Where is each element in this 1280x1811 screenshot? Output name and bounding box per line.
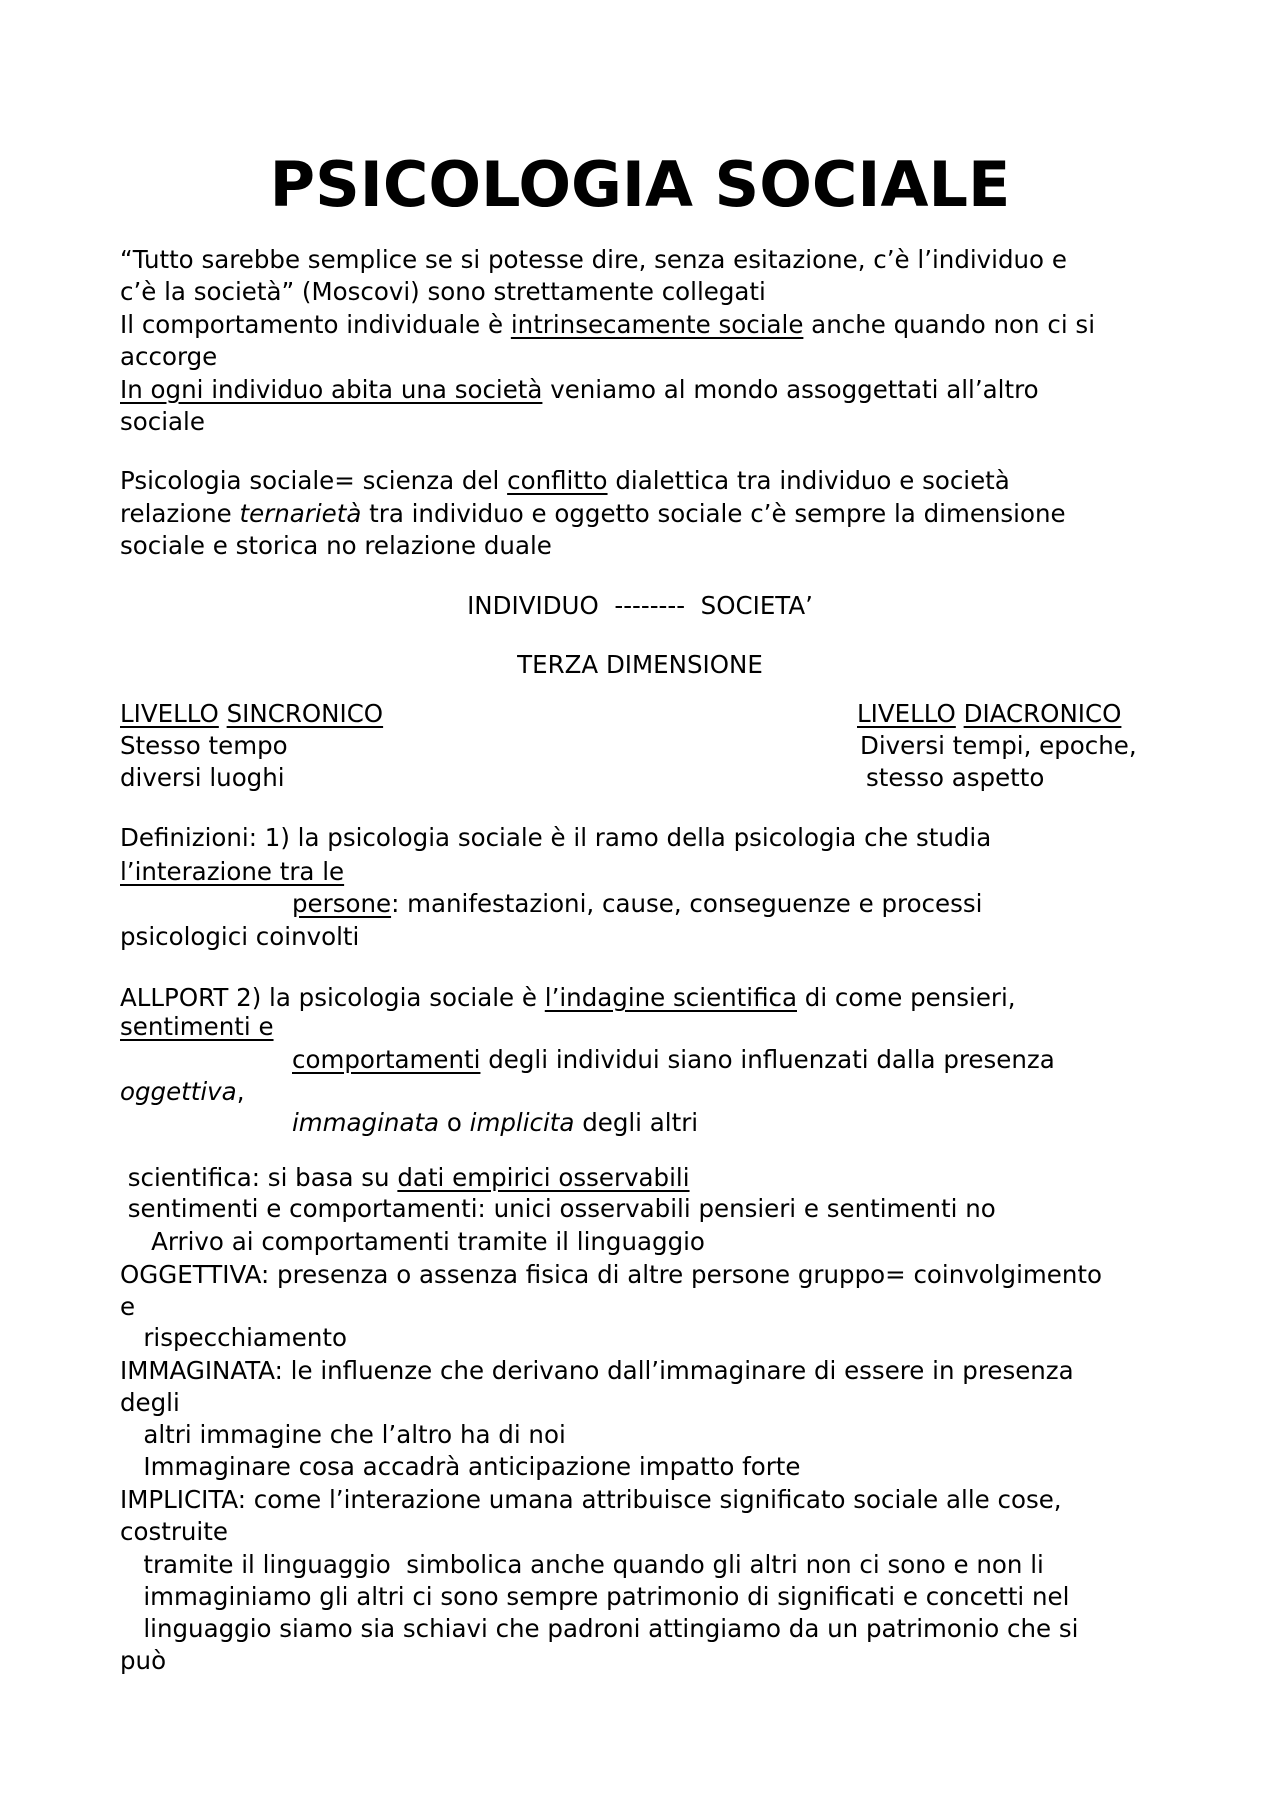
text: diversi luoghi xyxy=(120,763,285,792)
text: degli altri xyxy=(574,1108,699,1137)
text: linguaggio siamo sia schiavi che padroni attingiamo da un patrimonio che si xyxy=(120,1614,1079,1643)
right-level-heading xyxy=(857,698,1121,730)
text: , xyxy=(236,1077,245,1106)
underlined-text: dati empirici osservabili xyxy=(397,1163,690,1192)
underlined-text: LIVELLO xyxy=(857,699,956,728)
text-line xyxy=(292,888,982,920)
text-line xyxy=(292,1044,1055,1076)
text: relazione xyxy=(120,499,240,528)
text-line xyxy=(120,1549,1044,1581)
underlined-text: intrinsecamente sociale xyxy=(510,310,804,339)
text-line xyxy=(120,1291,135,1323)
text: costruite xyxy=(120,1517,228,1546)
text-line xyxy=(120,1451,801,1483)
text: veniamo al mondo assoggettati all’altro xyxy=(542,375,1039,404)
text-line xyxy=(120,465,1010,497)
text: Immaginare cosa accadrà anticipazione impatto forte xyxy=(120,1452,801,1481)
text-line xyxy=(120,1193,996,1225)
text-line xyxy=(866,762,1044,794)
text-line xyxy=(120,1355,1074,1387)
page-title: PSICOLOGIA SOCIALE xyxy=(269,148,1011,221)
text: OGGETTIVA: presenza o assenza fisica di altre persone gruppo= coinvolgimento xyxy=(120,1260,1102,1289)
text-line xyxy=(120,309,1095,341)
text-line xyxy=(120,1419,566,1451)
text: IMMAGINATA: le influenze che derivano dall’immaginare di essere in presenza xyxy=(120,1356,1074,1385)
italic-text: ternarietà xyxy=(239,499,362,528)
text: degli individui siano influenzati dalla presenza xyxy=(480,1045,1055,1074)
underlined-text: l’indagine scientifica xyxy=(544,983,797,1012)
text-line xyxy=(120,498,1066,530)
text: Stesso tempo xyxy=(120,731,288,760)
left-level-heading xyxy=(120,698,383,730)
text: ALLPORT 2) la psicologia sociale è xyxy=(120,983,545,1012)
italic-text: oggettiva xyxy=(120,1077,237,1106)
text-line xyxy=(120,762,285,794)
text-line xyxy=(120,374,1039,406)
text: o xyxy=(439,1108,470,1137)
text-line xyxy=(120,982,1016,1014)
text-line xyxy=(120,730,288,762)
text: sociale xyxy=(120,407,205,436)
text-line xyxy=(120,1259,1102,1291)
text: sociale e storica no relazione duale xyxy=(120,531,552,560)
underlined-text: DIACRONICO xyxy=(963,699,1122,728)
text: scientifica: si basa su xyxy=(120,1163,398,1192)
text-line xyxy=(120,856,344,888)
text-line xyxy=(120,276,766,308)
text: di come pensieri, xyxy=(797,983,1016,1012)
text-line xyxy=(120,1613,1078,1645)
text: sentimenti e comportamenti: unici osservabili pensieri e sentimenti no xyxy=(120,1194,996,1223)
text-line xyxy=(120,921,359,953)
text-line xyxy=(120,1516,228,1548)
text: accorge xyxy=(120,342,218,371)
text: Definizioni: 1) la psicologia sociale è il ramo della psicologia che studia xyxy=(120,823,992,852)
text-line xyxy=(292,1107,698,1139)
text: degli xyxy=(120,1388,180,1417)
text-line xyxy=(120,530,552,562)
text-line xyxy=(120,1645,166,1677)
text: tra individuo e oggetto sociale c’è sempre la dimensione xyxy=(361,499,1066,528)
text: dialettica tra individuo e società xyxy=(607,466,1010,495)
text-line xyxy=(120,1162,690,1194)
centered-line: TERZA DIMENSIONE xyxy=(517,650,763,679)
text: IMPLICITA: come l’interazione umana attribuisce significato sociale alle cose, xyxy=(120,1485,1062,1514)
italic-text: implicita xyxy=(469,1108,575,1137)
text: psicologici coinvolti xyxy=(120,922,360,951)
underlined-text: LIVELLO xyxy=(120,699,219,728)
text-line xyxy=(860,730,1137,762)
text: “Tutto sarebbe semplice se si potesse dire, senza esitazione, c’è l’individuo e xyxy=(120,245,1067,274)
text-line xyxy=(120,1581,1069,1613)
text: Il comportamento individuale è xyxy=(120,310,511,339)
text-line xyxy=(120,1387,180,1419)
text-line xyxy=(120,1226,705,1258)
underlined-text: SINCRONICO xyxy=(226,699,384,728)
text: Psicologia sociale= scienza del xyxy=(120,466,508,495)
text: anche quando non ci si xyxy=(803,310,1095,339)
underlined-text: sentimenti e xyxy=(120,1012,274,1041)
underlined-text: conflitto xyxy=(507,466,608,495)
text-line xyxy=(120,1011,274,1043)
underlined-text: l’interazione tra le xyxy=(120,857,345,886)
text-line xyxy=(120,341,217,373)
text: rispecchiamento xyxy=(120,1323,347,1352)
text: può xyxy=(120,1646,167,1675)
text: Arrivo ai comportamenti tramite il linguaggio xyxy=(120,1227,705,1256)
text-line xyxy=(120,1322,347,1354)
text: immaginiamo gli altri ci sono sempre patrimonio di significati e concetti nel xyxy=(120,1582,1070,1611)
text-line xyxy=(120,822,991,854)
text-line xyxy=(120,1076,245,1108)
underlined-text: persone xyxy=(292,889,392,918)
italic-text: immaginata xyxy=(292,1108,440,1137)
centered-line: INDIVIDUO -------- SOCIETA’ xyxy=(467,591,813,620)
text-line xyxy=(120,244,1067,276)
underlined-text: In ogni individuo abita una società xyxy=(120,375,543,404)
text: altri immagine che l’altro ha di noi xyxy=(120,1420,566,1449)
underlined-text: comportamenti xyxy=(292,1045,481,1074)
text: tramite il linguaggio simbolica anche quando gli altri non ci sono e non li xyxy=(120,1550,1044,1579)
text-line xyxy=(120,406,205,438)
text: Diversi tempi, epoche, xyxy=(860,731,1137,760)
text: e xyxy=(120,1292,136,1321)
text: stesso aspetto xyxy=(866,763,1045,792)
text: : manifestazioni, cause, conseguenze e processi xyxy=(391,889,983,918)
text-line xyxy=(120,1484,1062,1516)
text: c’è la società” (Moscovi) sono strettamente collegati xyxy=(120,277,766,306)
